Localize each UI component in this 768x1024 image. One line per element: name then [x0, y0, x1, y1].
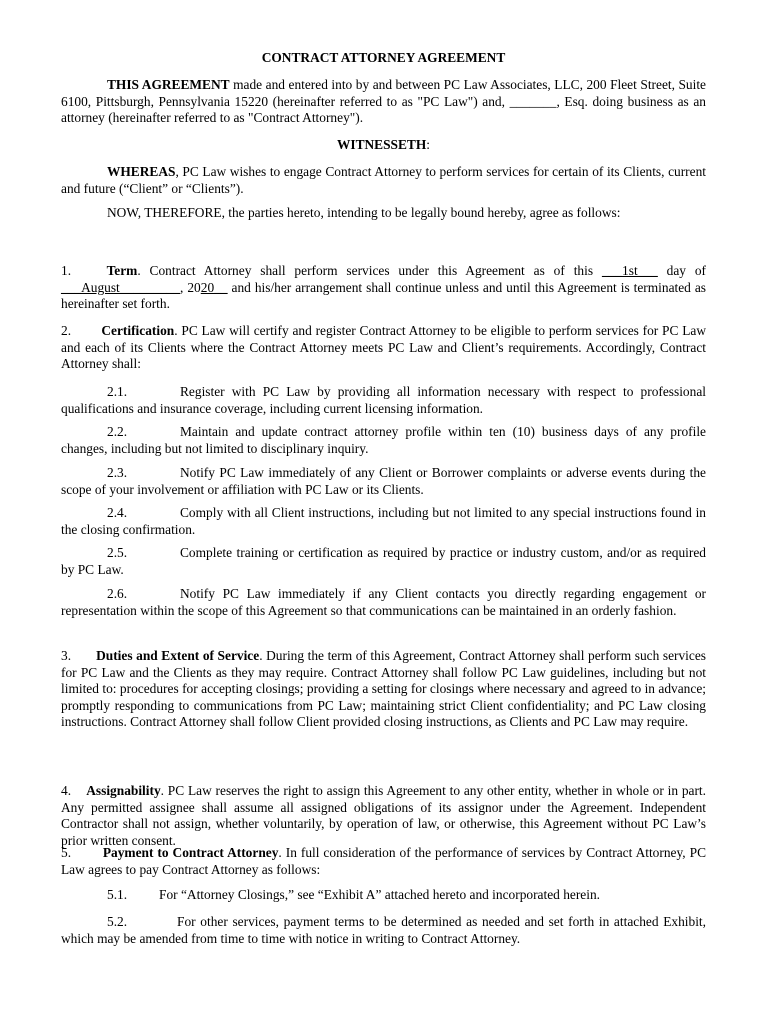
document-title: CONTRACT ATTORNEY AGREEMENT — [261, 50, 506, 65]
section-certification: 2. Certification. PC Law will certify and register Contract Attorney to be eligible to perform services for PC Law and each of its Clients where the Contract Attorney meets PC Law and Client’s requirements. Accordingly, Contract Attorney shall: — [61, 323, 707, 372]
intro-paragraph — [61, 77, 706, 127]
item-5-1: 5.1. For “Attorney Closings,” see “Exhibit A” attached hereto and incorporated herein. — [107, 887, 601, 902]
assignability-heading: Assignability — [86, 783, 161, 798]
whereas-paragraph — [61, 164, 706, 197]
intro-lead: THIS AGREEMENT — [107, 77, 230, 92]
whereas-text: , PC Law wishes to engage Contract Attorney to perform services for certain of its Clients, current and future (“Client” or “Clients”). — [61, 164, 706, 196]
section-payment: 5. Payment to Contract Attorney. In full consideration of the performance of services by Contract Attorney, PC Law agrees to pay Contract Attorney as follows: — [61, 845, 707, 877]
whereas-lead: WHEREAS — [107, 164, 176, 179]
start-year-field: 20__ — [200, 279, 228, 295]
item-5-2: 5.2. For other services, payment terms to be determined as needed and set forth in attached Exhibit, which may be amended from time to time with notice in writing to Contract Attorney. — [61, 914, 706, 946]
now-therefore-paragraph: NOW, THEREFORE, the parties hereto, intending to be legally bound hereby, agree as follows: — [107, 205, 621, 220]
term-heading: Term — [106, 263, 138, 278]
item-2-5: 2.5. Complete training or certification as required by practice or industry custom, and/or as required by PC Law. — [61, 545, 706, 577]
item-2-2: 2.2. Maintain and update contract attorney profile within ten (10) business days of any profile changes, including but not limited to disciplinary inquiry. — [61, 424, 706, 456]
witnesseth-heading: WITNESSETH: — [336, 137, 431, 152]
item-2-4: 2.4. Comply with all Client instructions, including but not limited to any special instructions found in the closing confirmation. — [61, 505, 706, 537]
certification-heading: Certification — [101, 323, 175, 338]
section-term: 1. Term. Contract Attorney shall perform services under this Agreement as of this ___1st___ day of ___August_________, 2020__ and his/her arrangement shall continue unless and until this Agreement is terminated as hereinafter set forth. — [61, 263, 707, 312]
duties-heading: Duties and Extent of Service — [96, 648, 260, 663]
start-month-field: ___August_________ — [61, 279, 181, 295]
item-2-6: 2.6. Notify PC Law immediately if any Client contacts you directly regarding engagement or representation within the scope of this Agreement so that communications can be maintained in an orderly fashion. — [61, 586, 706, 618]
payment-heading: Payment to Contract Attorney — [102, 845, 279, 860]
item-2-1: 2.1. Register with PC Law by providing all information necessary with respect to professional qualifications and insurance coverage, including current licensing information. — [61, 384, 706, 416]
intro-text: made and entered into by and between PC Law Associates, LLC, 200 Fleet Street, Suite 6100, Pittsburgh, Pennsylvania 15220 (hereinafter referred to as "PC Law") and, _______, Esq. doing business as an attorney (hereinafter referred to as "Contract Attorney"). — [61, 77, 707, 126]
section-assignability: 4. Assignability. PC Law reserves the right to assign this Agreement to any other entity, whether in whole or in part. Any permitted assignee shall assume all assigned obligations of its assignor under the Agreement. Independent Contractor shall not assign, whether voluntarily, by operation of law, or otherwise, this Agreement without PC Law’s prior written consent. — [61, 783, 707, 848]
start-day-field: ___1st___ — [601, 263, 658, 278]
item-2-3: 2.3. Notify PC Law immediately of any Client or Borrower complaints or adverse events during the scope of your involvement or affiliation with PC Law or its Clients. — [61, 465, 706, 497]
section-duties: 3. Duties and Extent of Service. During the term of this Agreement, Contract Attorney shall perform such services for PC Law and the Clients as they may require. Contract Attorney shall follow PC Law guidelines, including but not limited to: procedures for accepting closings; providing a setting for closings where necessary and agreed to in advance; promptly responding to communications from PC Law; maintaining strict Client confidentiality; and PC Law closing instructions. Contract Attorney shall follow Client provided closing instructions, as Clients and PC Law may require. — [61, 648, 706, 730]
